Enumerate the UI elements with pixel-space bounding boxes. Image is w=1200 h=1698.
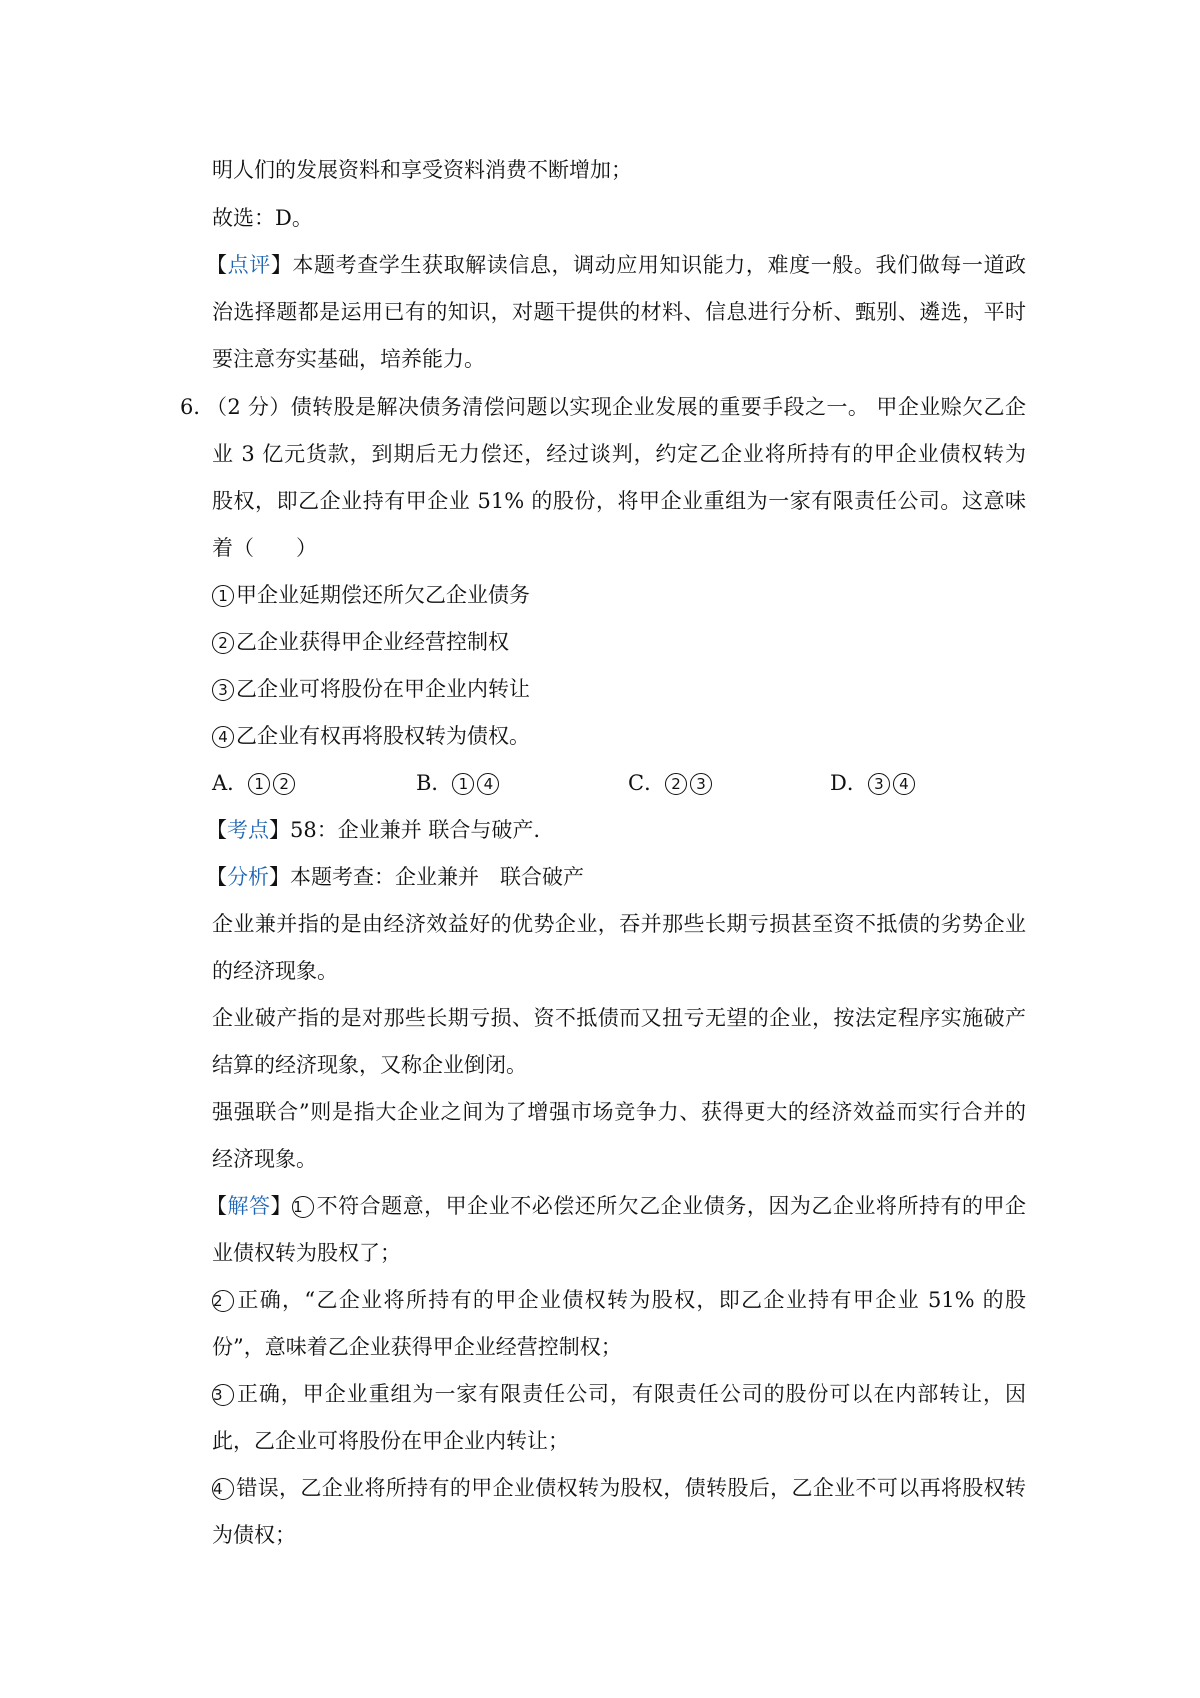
jieda-line: 业债权转为股权了； <box>212 1241 401 1265</box>
fenxi-para-line: 经济现象。 <box>212 1147 317 1171</box>
review-tag: 点评 <box>227 253 271 277</box>
question-stem-line: 股权，即乙企业持有甲企业 51% 的股份，将甲企业重组为一家有限责任公司。这意味 <box>212 489 1026 513</box>
intro-line: 明人们的发展资料和享受资料消费不断增加； <box>212 158 632 182</box>
circled-number: 4 <box>212 726 234 748</box>
circled-number: 1 <box>212 585 234 607</box>
review-line: 治选择题都是运用已有的知识，对题干提供的材料、信息进行分析、甄别、遴选，平时 <box>212 300 1026 324</box>
jieda-line: 【解答】1 不符合题意，甲企业不必偿还所欠乙企业债务，因为乙企业将所持有的甲企 <box>206 1194 1027 1218</box>
fenxi-para-line: 企业破产指的是对那些长期亏损、资不抵债而又扭亏无望的企业，按法定程序实施破产 <box>212 1006 1026 1030</box>
question-stem-line: 业 3 亿元货款，到期后无力偿还，经过谈判，约定乙企业将所持有的甲企业债权转为 <box>212 442 1026 466</box>
kaodian-line: 【考点】58：企业兼并 联合与破产. <box>206 818 541 842</box>
option-c: C． 2 3 <box>628 768 714 798</box>
fenxi-para-line: 企业兼并指的是由经济效益好的优势企业，吞并那些长期亏损甚至资不抵债的劣势企业 <box>212 912 1026 936</box>
jieda-tag: 解答 <box>227 1194 271 1218</box>
kaodian-tag: 考点 <box>227 818 269 842</box>
option-b: B． 1 4 <box>416 768 501 798</box>
question-item: 2 乙企业获得甲企业经营控制权 <box>212 627 509 657</box>
fenxi-para-line: 的经济现象。 <box>212 959 338 983</box>
jieda-line: 4 错误，乙企业将所持有的甲企业债权转为股权，债转股后，乙企业不可以再将股权转 <box>213 1476 1026 1500</box>
circled-number: 2 <box>212 632 234 654</box>
question-item: 4 乙企业有权再将股权转为债权。 <box>212 721 530 751</box>
fenxi-line: 【分析】本题考查：企业兼并 联合破产 <box>206 865 584 889</box>
question-stem-line: 着（ ） <box>212 536 317 560</box>
question-item: 3 乙企业可将股份在甲企业内转让 <box>212 674 530 704</box>
question-item: 1 甲企业延期偿还所欠乙企业债务 <box>212 580 530 610</box>
review-line: 要注意夯实基础，培养能力。 <box>212 347 485 371</box>
jieda-line: 此，乙企业可将股份在甲企业内转让； <box>212 1429 569 1453</box>
fenxi-tag: 分析 <box>227 865 269 889</box>
option-d: D． 3 4 <box>830 768 917 798</box>
fenxi-para-line: 结算的经济现象，又称企业倒闭。 <box>212 1053 527 1077</box>
jieda-line: 2 正确，“乙企业将所持有的甲企业债权转为股权，即乙企业持有甲企业 51% 的股 <box>213 1288 1026 1312</box>
review-line: 【点评】本题考查学生获取解读信息，调动应用知识能力，难度一般。我们做每一道政 <box>206 253 1027 277</box>
question-number: 6． <box>180 395 215 419</box>
question-stem-line: （2 分）债转股是解决债务清偿问题以实现企业发展的重要手段之一。 甲企业赊欠乙企 <box>206 395 1026 419</box>
jieda-line: 为债权； <box>212 1523 296 1547</box>
fenxi-para-line: 强强联合”则是指大企业之间为了增强市场竞争力、获得更大的经济效益而实行合并的 <box>212 1100 1026 1124</box>
circled-number: 3 <box>212 679 234 701</box>
jieda-line: 3 正确，甲企业重组为一家有限责任公司，有限责任公司的股份可以在内部转让，因 <box>213 1382 1026 1406</box>
option-a: A． 1 2 <box>212 768 297 798</box>
intro-line: 故选：D。 <box>212 206 313 230</box>
jieda-line: 份”，意味着乙企业获得甲企业经营控制权； <box>212 1335 622 1359</box>
